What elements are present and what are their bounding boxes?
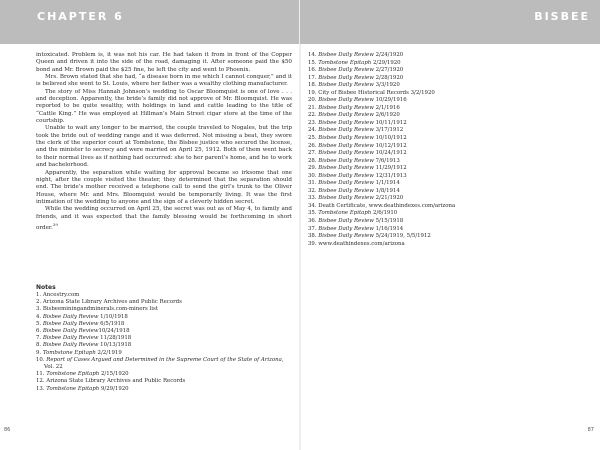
note-source-title: Bisbee Daily Review xyxy=(318,119,374,126)
note-item xyxy=(308,60,568,68)
note-text: 2/2/1919 xyxy=(95,349,122,356)
note-source-title: Tombstone Epitaph xyxy=(42,349,96,356)
note-text: 2/21/1920 xyxy=(373,195,404,202)
note-source-title: Bisbee Daily Review xyxy=(318,127,374,134)
note-text: 2/29/1920 xyxy=(371,59,401,66)
note-number: 14. xyxy=(308,52,317,58)
note-item xyxy=(308,67,568,75)
note-source-title: Tombstone Epitaph xyxy=(46,371,100,378)
note-number: 33. xyxy=(308,195,317,202)
note-number: 32. xyxy=(308,187,317,194)
note-item xyxy=(36,328,292,335)
note-item xyxy=(308,127,568,135)
note-text: 1/8/1914 xyxy=(373,187,400,194)
note-number: 10. xyxy=(36,356,45,363)
note-text: Arizona State Library Archives and Public Records xyxy=(46,378,186,385)
paragraph: Apparently, the separation while waiting for approval became so irksome that one night, after the couple visited the theater, they determined that the separation should end. The bride’s mother received a telephone call to send the girl’s trunk to the Oliver House, where Mr. and Mrs. Bloomquist would be temporarily living. It was the first intimation of the wedding to anyone and the sign of a cleverly hidden secret. xyxy=(36,169,292,205)
note-number: 7. xyxy=(36,335,42,342)
note-item xyxy=(308,210,568,218)
paragraph: Mrs. Brown stated that she had, “a disease born in me which I cannot conquer,” and it is believed she went to St. Louis, where her father was a wealthy clothing manufacturer. xyxy=(36,74,292,88)
note-source-title: Bisbee Daily Review xyxy=(318,195,374,202)
note-item xyxy=(36,306,292,313)
note-source-title: Bisbee Daily Review xyxy=(318,52,374,58)
note-item xyxy=(308,203,568,211)
note-number: 13. xyxy=(36,385,45,392)
note-item xyxy=(308,188,568,196)
note-text: 2/15/1920 xyxy=(99,371,129,378)
note-item xyxy=(308,97,568,105)
note-text: www.deathindexes.com/arizona xyxy=(318,240,405,247)
note-text: Bisbeeminingandminerals.com-miners list xyxy=(42,306,158,313)
note-text: 10/24/1912 xyxy=(373,150,407,157)
note-source-title: Bisbee Daily Review xyxy=(318,150,374,157)
note-number: 39. xyxy=(308,240,317,247)
note-number: 6. xyxy=(36,328,42,335)
paragraph: The story of Miss Hannah Johnson’s wedding to Oscar Bloomquist is one of love . . . and deception. Apparently, the bride’s family did not approve of Mr. Bloomquist. He was reported to be quite wealthy, with holdings in land and cattle leading to the title of “Cattle King.” He was employed at Hillman’s Main Street cigar store at the time of the courtship. xyxy=(36,88,292,125)
note-text: 2/24/1920 xyxy=(373,52,404,58)
note-item xyxy=(308,82,568,90)
note-source-title: Bisbee Daily Review xyxy=(318,142,374,149)
note-item xyxy=(308,135,568,143)
note-item xyxy=(308,105,568,113)
note-source-title: Bisbee Daily Review xyxy=(318,82,374,89)
note-item xyxy=(308,150,568,158)
note-text: Ancestry.com xyxy=(42,292,80,298)
note-text: , Vol. 22 xyxy=(44,356,284,371)
note-item xyxy=(36,371,292,378)
note-text: 10/13/1918 xyxy=(98,342,132,349)
note-text: 3/3/1920 xyxy=(373,82,400,89)
note-number: 38. xyxy=(308,233,317,240)
right-page xyxy=(300,0,600,450)
note-source-title: Bisbee Daily Review xyxy=(318,135,374,142)
note-text: 2/6/1910 xyxy=(371,210,398,217)
note-item xyxy=(36,299,292,306)
note-item xyxy=(36,292,292,299)
note-source-title: Bisbee Daily Review xyxy=(318,67,374,74)
note-item xyxy=(308,143,568,151)
note-number: 22. xyxy=(308,112,317,119)
paragraph-text: While the wedding occurred on April 25, the secret was out as of May 4, to family and friends, and it was expected that the family blessing would be forthcoming in short order. xyxy=(36,206,292,231)
chapter-running-head: CHAPTER 6 xyxy=(37,10,124,23)
note-item xyxy=(308,52,568,60)
note-item xyxy=(308,195,568,203)
note-text: 7/6/1913 xyxy=(373,157,400,164)
note-text: 3/17/1912 xyxy=(373,127,404,134)
note-number: 28. xyxy=(308,157,317,164)
paragraph: intoxicated. Problem is, it was not his car. He had taken it from in front of the Copper Queen and driven it into the side of the road, damaging it. After someone paid the $50 bond and Mr. Brown paid the $25 fine, he left the city and went to Phoenix. xyxy=(36,52,292,73)
note-source-title: Bisbee Daily Review xyxy=(318,233,374,240)
note-number: 29. xyxy=(308,165,317,172)
left-page-number: 86 xyxy=(4,427,11,433)
note-item xyxy=(308,226,568,234)
note-text: 11/29/1912 xyxy=(373,165,407,172)
note-item xyxy=(308,218,568,226)
note-item xyxy=(36,342,292,349)
note-text: Arizona State Library Archives and Public Records xyxy=(42,299,182,306)
note-item xyxy=(36,378,292,385)
note-source-title: Tombstone Epitaph xyxy=(46,385,100,392)
note-number: 31. xyxy=(308,180,317,187)
note-number: 3. xyxy=(36,306,42,313)
note-text: 1/10/1918 xyxy=(98,313,128,320)
note-number: 17. xyxy=(308,74,317,81)
note-item xyxy=(308,165,568,173)
note-item xyxy=(36,386,292,393)
paragraph-last xyxy=(36,206,292,232)
note-text: 10/10/1912 xyxy=(373,135,407,142)
note-text: Death Certificate, www.deathindexes.com/arizona xyxy=(318,202,456,209)
note-source-title: Tombstone Epitaph xyxy=(318,59,372,66)
note-item xyxy=(308,158,568,166)
note-source-title: Bisbee Daily Review xyxy=(318,104,374,111)
note-number: 26. xyxy=(308,142,317,149)
note-text: 10/11/1912 xyxy=(373,119,407,126)
note-number: 35. xyxy=(308,210,317,217)
note-source-title: Bisbee Daily Review xyxy=(42,335,99,342)
note-item xyxy=(308,233,568,241)
note-number: 24. xyxy=(308,127,317,134)
note-text: 5/15/1918 xyxy=(373,218,404,225)
note-text: 9/29/1920 xyxy=(99,385,129,392)
note-source-title: Report of Cases Argued and Determined in the Supreme Court of the State of Arizona xyxy=(46,356,282,363)
paragraph: Unable to wait any longer to be married, the couple traveled to Nogales, but the trip took the bride out of wedding range and it was deferred. Not missing a beat, they swore the clerk of the superior court at Tombstone, the Bisbee justice who secured the license, and the minister to secrecy and were married on April 25, 1912. Both of them went back to their normal lives as if nothing had occurred: she to her parent’s home, and he to work and bachelorhood. xyxy=(36,125,292,169)
note-text: 2/28/1920 xyxy=(373,74,404,81)
note-item xyxy=(308,75,568,83)
note-source-title: Bisbee Daily Review xyxy=(42,328,99,335)
note-number: 20. xyxy=(308,97,317,104)
note-source-title: Bisbee Daily Review xyxy=(318,74,374,81)
note-source-title: Bisbee Daily Review xyxy=(318,157,374,164)
note-item xyxy=(308,241,568,249)
note-item xyxy=(308,120,568,128)
note-number: 30. xyxy=(308,172,317,179)
note-text: 10/24/1918 xyxy=(98,328,130,335)
note-text: 1/16/1914 xyxy=(373,225,404,232)
note-text: 10/12/1912 xyxy=(373,142,407,149)
note-number: 8. xyxy=(36,342,42,349)
note-item xyxy=(308,90,568,98)
note-item xyxy=(36,335,292,342)
note-number: 1. xyxy=(36,292,42,298)
note-text: 6/5/1918 xyxy=(98,320,125,327)
note-number: 12. xyxy=(36,378,45,385)
note-source-title: Tombstone Epitaph xyxy=(318,210,372,217)
right-notes-list xyxy=(308,52,568,248)
note-source-title: Bisbee Daily Review xyxy=(318,165,374,172)
note-item xyxy=(308,173,568,181)
note-text: 5/24/1919, 5/5/1912 xyxy=(373,233,431,240)
note-item xyxy=(36,321,292,328)
note-item xyxy=(308,112,568,120)
note-item xyxy=(36,314,292,321)
right-page-number: 87 xyxy=(587,427,594,433)
note-source-title: Bisbee Daily Review xyxy=(42,342,99,349)
note-text: 1/1/1914 xyxy=(373,180,400,187)
note-text: City of Bisbee Historical Records 3/2/1920 xyxy=(318,89,435,96)
note-number: 2. xyxy=(36,299,42,306)
note-number: 34. xyxy=(308,202,317,209)
note-number: 9. xyxy=(36,349,42,356)
note-number: 23. xyxy=(308,119,317,126)
note-number: 36. xyxy=(308,218,317,225)
note-number: 11. xyxy=(36,371,45,378)
note-number: 37. xyxy=(308,225,317,232)
note-source-title: Bisbee Daily Review xyxy=(318,172,374,179)
note-number: 18. xyxy=(308,82,317,89)
note-number: 27. xyxy=(308,150,317,157)
note-item xyxy=(36,350,292,357)
note-source-title: Bisbee Daily Review xyxy=(318,97,374,104)
note-source-title: Bisbee Daily Review xyxy=(318,218,374,225)
note-number: 25. xyxy=(308,135,317,142)
note-text: 10/29/1916 xyxy=(373,97,407,104)
note-text: 12/31/1913 xyxy=(373,172,407,179)
note-text: 11/28/1918 xyxy=(98,335,132,342)
note-text: 2/27/1920 xyxy=(373,67,404,74)
left-notes-list xyxy=(36,292,292,393)
note-item xyxy=(36,357,292,371)
note-source-title: Bisbee Daily Review xyxy=(318,112,374,119)
note-source-title: Bisbee Daily Review xyxy=(318,225,374,232)
note-number: 4. xyxy=(36,313,42,320)
footnote-ref: 39 xyxy=(52,221,58,227)
note-source-title: Bisbee Daily Review xyxy=(42,313,99,320)
book-running-head: BISBEE xyxy=(534,10,590,23)
note-text: 2/6/1920 xyxy=(373,112,400,119)
note-source-title: Bisbee Daily Review xyxy=(318,180,374,187)
note-number: 15. xyxy=(308,59,317,66)
note-source-title: Bisbee Daily Review xyxy=(42,320,99,327)
note-item xyxy=(308,180,568,188)
note-number: 5. xyxy=(36,320,42,327)
note-text: 2/1/1916 xyxy=(373,104,400,111)
note-source-title: Bisbee Daily Review xyxy=(318,187,374,194)
note-number: 16. xyxy=(308,67,317,74)
note-number: 21. xyxy=(308,104,317,111)
body-text xyxy=(36,52,292,232)
note-number: 19. xyxy=(308,89,317,96)
notes-heading: Notes xyxy=(36,284,56,291)
